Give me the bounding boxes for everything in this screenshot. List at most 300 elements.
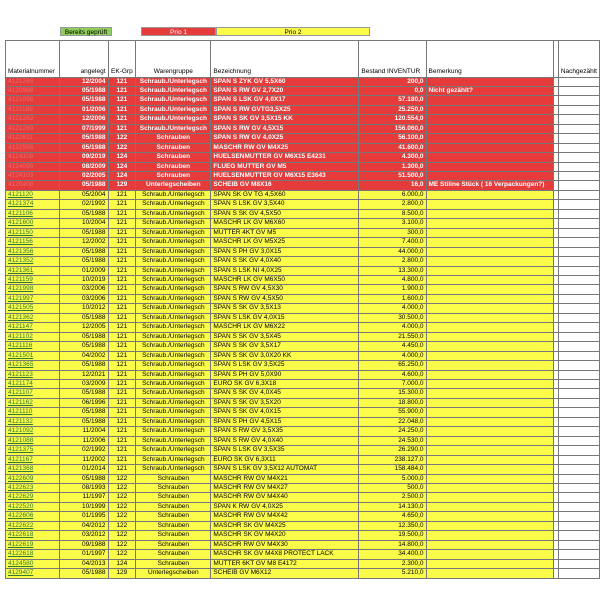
cell-materialnummer[interactable]: 4120988 [6, 86, 60, 95]
cell-ek-grp[interactable]: 122 [108, 521, 136, 530]
cell-bemerkung[interactable] [426, 313, 553, 322]
cell-materialnummer[interactable]: 4121375 [6, 446, 60, 455]
cell-bestand[interactable]: 4.300,0 [359, 153, 426, 162]
cell-angelegt[interactable]: 02/1992 [60, 200, 108, 209]
cell-bemerkung[interactable] [426, 493, 553, 502]
cell-bestand[interactable]: 2.800,0 [359, 200, 426, 209]
cell-bestand[interactable]: 4.800,0 [359, 276, 426, 285]
cell-bemerkung[interactable] [426, 323, 553, 332]
cell-angelegt[interactable]: 05/1988 [60, 313, 108, 322]
cell-angelegt[interactable]: 05/1988 [60, 361, 108, 370]
cell-bezeichnung[interactable]: SPAN S LSK GV 3,5X25 [211, 361, 359, 370]
cell-ek-grp[interactable]: 122 [108, 512, 136, 521]
cell-warengruppe[interactable]: Schraub./Unterlegsch [136, 408, 211, 417]
cell-bemerkung[interactable] [426, 304, 553, 313]
cell-materialnummer[interactable]: 4124108 [6, 153, 60, 162]
cell-bezeichnung[interactable]: MASCHR SK GV M4X20 [211, 531, 359, 540]
cell-warengruppe[interactable]: Schraub./Unterlegsch [136, 455, 211, 464]
cell-warengruppe[interactable]: Schraub./Unterlegsch [136, 380, 211, 389]
cell-materialnummer[interactable]: 4121361 [6, 266, 60, 275]
cell-ek-grp[interactable]: 121 [108, 417, 136, 426]
cell-materialnummer[interactable]: 4122623 [6, 483, 60, 492]
cell-bemerkung[interactable] [426, 398, 553, 407]
cell-nachgezaehlt[interactable] [558, 436, 599, 445]
cell-angelegt[interactable]: 09/2019 [60, 153, 108, 162]
cell-bestand[interactable]: 15.300,0 [359, 389, 426, 398]
cell-bezeichnung[interactable]: SPAN S SK GV 3,5X13 [211, 304, 359, 313]
cell-bemerkung[interactable]: Nicht gezählt? [426, 86, 553, 95]
col-header-ek-grp[interactable]: EK-Grp [108, 67, 136, 78]
cell-ek-grp[interactable]: 121 [108, 285, 136, 294]
cell-angelegt[interactable]: 03/2009 [60, 380, 108, 389]
cell-bemerkung[interactable] [426, 294, 553, 303]
cell-angelegt[interactable]: 04/2013 [60, 559, 108, 568]
cell-materialnummer[interactable]: 4121120 [6, 190, 60, 199]
cell-bezeichnung[interactable]: SCHEIB GV M6X12 [211, 569, 359, 578]
cell-angelegt[interactable]: 10/2019 [60, 276, 108, 285]
cell-bezeichnung[interactable]: MASCHR LK GV M6X22 [211, 323, 359, 332]
cell-nachgezaehlt[interactable] [558, 257, 599, 266]
cell-ek-grp[interactable]: 121 [108, 266, 136, 275]
cell-bemerkung[interactable] [426, 172, 553, 181]
cell-bestand[interactable]: 65.250,0 [359, 361, 426, 370]
cell-bezeichnung[interactable]: EURO SK GV 6,3X18 [211, 380, 359, 389]
cell-materialnummer[interactable]: 4122598 [6, 143, 60, 152]
cell-nachgezaehlt[interactable] [558, 115, 599, 124]
cell-bestand[interactable]: 1.600,0 [359, 294, 426, 303]
cell-warengruppe[interactable]: Schraub./Unterlegsch [136, 417, 211, 426]
cell-ek-grp[interactable]: 121 [108, 323, 136, 332]
cell-bestand[interactable]: 8.500,0 [359, 209, 426, 218]
cell-angelegt[interactable]: 05/1988 [60, 134, 108, 143]
col-header-bezeichnung[interactable]: Bezeichnung [211, 67, 359, 78]
cell-nachgezaehlt[interactable] [558, 294, 599, 303]
cell-bezeichnung[interactable]: SPAN S SK GV 3,0X20 KK [211, 351, 359, 360]
cell-bemerkung[interactable] [426, 238, 553, 247]
cell-bemerkung[interactable] [426, 351, 553, 360]
cell-ek-grp[interactable]: 121 [108, 96, 136, 105]
cell-bezeichnung[interactable]: SPAN S RW GV 4,5X15 [211, 124, 359, 133]
cell-angelegt[interactable]: 12/2004 [60, 77, 108, 86]
cell-nachgezaehlt[interactable] [558, 380, 599, 389]
cell-bezeichnung[interactable]: SPAN S LSK GV 4,0X17 [211, 96, 359, 105]
cell-bestand[interactable]: 25.250,0 [359, 105, 426, 114]
cell-warengruppe[interactable]: Schraub./Unterlegsch [136, 332, 211, 341]
cell-warengruppe[interactable]: Schraub./Unterlegsch [136, 342, 211, 351]
cell-bemerkung[interactable] [426, 219, 553, 228]
cell-ek-grp[interactable]: 122 [108, 502, 136, 511]
cell-materialnummer[interactable]: 4122606 [6, 512, 60, 521]
cell-bezeichnung[interactable]: SPAN S PH GV 3,0X15 [211, 247, 359, 256]
cell-ek-grp[interactable]: 129 [108, 569, 136, 578]
cell-angelegt[interactable]: 05/1988 [60, 209, 108, 218]
cell-bestand[interactable]: 2.500,0 [359, 493, 426, 502]
cell-bestand[interactable]: 300,0 [359, 228, 426, 237]
cell-bemerkung[interactable] [426, 436, 553, 445]
cell-materialnummer[interactable]: 4121106 [6, 209, 60, 218]
cell-materialnummer[interactable]: 4122520 [6, 502, 60, 511]
col-header-angelegt[interactable]: angelegt [60, 67, 108, 78]
cell-bestand[interactable]: 120.554,0 [359, 115, 426, 124]
cell-warengruppe[interactable]: Schrauben [136, 162, 211, 171]
cell-angelegt[interactable]: 05/1988 [60, 417, 108, 426]
cell-bezeichnung[interactable]: SPAN S SK GV 4,0X15 [211, 408, 359, 417]
cell-materialnummer[interactable]: 4121162 [6, 398, 60, 407]
cell-bestand[interactable]: 24.250,0 [359, 427, 426, 436]
cell-bestand[interactable]: 1.300,0 [359, 162, 426, 171]
cell-angelegt[interactable]: 12/2006 [60, 115, 108, 124]
cell-nachgezaehlt[interactable] [558, 172, 599, 181]
cell-warengruppe[interactable]: Schrauben [136, 172, 211, 181]
cell-bezeichnung[interactable]: MUTTER 4KT GV M5 [211, 228, 359, 237]
cell-bestand[interactable]: 7.400,0 [359, 238, 426, 247]
cell-bezeichnung[interactable]: SPAN S RW GV 4,5X50 [211, 294, 359, 303]
cell-materialnummer[interactable]: 4121098 [6, 96, 60, 105]
cell-bezeichnung[interactable]: SPAN S SK GV 3,5X20 [211, 398, 359, 407]
cell-warengruppe[interactable]: Schraub./Unterlegsch [136, 209, 211, 218]
cell-ek-grp[interactable]: 124 [108, 153, 136, 162]
cell-bezeichnung[interactable]: SPAN K RW GV 4,0X25 [211, 502, 359, 511]
cell-nachgezaehlt[interactable] [558, 455, 599, 464]
cell-bemerkung[interactable] [426, 465, 553, 474]
cell-nachgezaehlt[interactable] [558, 361, 599, 370]
cell-materialnummer[interactable]: 4121289 [6, 124, 60, 133]
cell-bestand[interactable]: 4.000,0 [359, 323, 426, 332]
cell-ek-grp[interactable]: 121 [108, 436, 136, 445]
cell-ek-grp[interactable]: 121 [108, 408, 136, 417]
cell-nachgezaehlt[interactable] [558, 389, 599, 398]
cell-bemerkung[interactable] [426, 228, 553, 237]
cell-bezeichnung[interactable]: SPAN S SK GV 3,5X15 KK [211, 115, 359, 124]
cell-materialnummer[interactable]: 4121116 [6, 342, 60, 351]
cell-ek-grp[interactable]: 121 [108, 190, 136, 199]
cell-warengruppe[interactable]: Schraub./Unterlegsch [136, 228, 211, 237]
cell-ek-grp[interactable]: 121 [108, 342, 136, 351]
cell-materialnummer[interactable]: 4121132 [6, 417, 60, 426]
cell-bemerkung[interactable] [426, 531, 553, 540]
cell-nachgezaehlt[interactable] [558, 209, 599, 218]
cell-bezeichnung[interactable]: SPAN S ZYK GV 5,5X60 [211, 77, 359, 86]
cell-angelegt[interactable]: 05/1988 [60, 143, 108, 152]
cell-nachgezaehlt[interactable] [558, 190, 599, 199]
cell-nachgezaehlt[interactable] [558, 569, 599, 578]
cell-angelegt[interactable]: 01/1995 [60, 512, 108, 521]
cell-angelegt[interactable]: 03/2012 [60, 531, 108, 540]
cell-bestand[interactable]: 1.900,0 [359, 285, 426, 294]
cell-bemerkung[interactable] [426, 550, 553, 559]
cell-nachgezaehlt[interactable] [558, 521, 599, 530]
cell-ek-grp[interactable]: 121 [108, 398, 136, 407]
cell-bezeichnung[interactable]: MASCHR RW GV M4X25 [211, 143, 359, 152]
cell-ek-grp[interactable]: 121 [108, 219, 136, 228]
cell-warengruppe[interactable]: Schraub./Unterlegsch [136, 105, 211, 114]
cell-ek-grp[interactable]: 121 [108, 313, 136, 322]
cell-ek-grp[interactable]: 121 [108, 209, 136, 218]
cell-bezeichnung[interactable]: SPAN S RW GV 4,5X30 [211, 285, 359, 294]
cell-nachgezaehlt[interactable] [558, 540, 599, 549]
cell-ek-grp[interactable]: 122 [108, 143, 136, 152]
cell-materialnummer[interactable]: 4124099 [6, 162, 60, 171]
cell-ek-grp[interactable]: 129 [108, 181, 136, 190]
cell-angelegt[interactable]: 11/1997 [60, 493, 108, 502]
cell-angelegt[interactable]: 05/1988 [60, 96, 108, 105]
cell-bemerkung[interactable] [426, 483, 553, 492]
cell-ek-grp[interactable]: 121 [108, 370, 136, 379]
cell-bezeichnung[interactable]: SPAN S RW GV 4,0X40 [211, 436, 359, 445]
cell-bezeichnung[interactable]: FLUEG MUTTER GV M5 [211, 162, 359, 171]
cell-bestand[interactable]: 4.600,0 [359, 370, 426, 379]
cell-bezeichnung[interactable]: MASCHR RW GV M4X42 [211, 512, 359, 521]
cell-bemerkung[interactable] [426, 332, 553, 341]
cell-bezeichnung[interactable]: MASCHR RW GV M4X40 [211, 493, 359, 502]
cell-bezeichnung[interactable]: SPAN S SK GV 4,0X40 [211, 257, 359, 266]
cell-warengruppe[interactable]: Schraub./Unterlegsch [136, 77, 211, 86]
cell-materialnummer[interactable]: 4121268 [6, 77, 60, 86]
cell-warengruppe[interactable]: Schrauben [136, 474, 211, 483]
cell-bestand[interactable]: 158.484,0 [359, 465, 426, 474]
cell-warengruppe[interactable]: Schrauben [136, 540, 211, 549]
cell-warengruppe[interactable]: Schraub./Unterlegsch [136, 266, 211, 275]
cell-nachgezaehlt[interactable] [558, 285, 599, 294]
cell-warengruppe[interactable]: Schraub./Unterlegsch [136, 257, 211, 266]
cell-materialnummer[interactable]: 4121188 [6, 105, 60, 114]
cell-warengruppe[interactable]: Schraub./Unterlegsch [136, 304, 211, 313]
cell-ek-grp[interactable]: 121 [108, 351, 136, 360]
cell-materialnummer[interactable]: 4122629 [6, 493, 60, 502]
cell-warengruppe[interactable]: Schraub./Unterlegsch [136, 190, 211, 199]
cell-ek-grp[interactable]: 121 [108, 294, 136, 303]
cell-angelegt[interactable]: 05/1988 [60, 342, 108, 351]
cell-bemerkung[interactable] [426, 408, 553, 417]
cell-ek-grp[interactable]: 124 [108, 559, 136, 568]
cell-angelegt[interactable]: 11/2002 [60, 455, 108, 464]
cell-bestand[interactable]: 12.350,0 [359, 521, 426, 530]
cell-ek-grp[interactable]: 124 [108, 162, 136, 171]
col-header-bemerkung[interactable]: Bemerkung [426, 67, 553, 78]
cell-warengruppe[interactable]: Schraub./Unterlegsch [136, 285, 211, 294]
cell-nachgezaehlt[interactable] [558, 143, 599, 152]
cell-ek-grp[interactable]: 121 [108, 105, 136, 114]
col-header-warengruppe[interactable]: Warengruppe [136, 67, 211, 78]
cell-ek-grp[interactable]: 121 [108, 86, 136, 95]
cell-bestand[interactable]: 5.210,0 [359, 569, 426, 578]
cell-ek-grp[interactable]: 121 [108, 304, 136, 313]
cell-nachgezaehlt[interactable] [558, 228, 599, 237]
cell-materialnummer[interactable]: 4122619 [6, 540, 60, 549]
cell-bestand[interactable]: 4.450,0 [359, 342, 426, 351]
cell-ek-grp[interactable]: 122 [108, 531, 136, 540]
cell-nachgezaehlt[interactable] [558, 332, 599, 341]
cell-materialnummer[interactable]: 4121107 [6, 389, 60, 398]
cell-bemerkung[interactable] [426, 162, 553, 171]
cell-angelegt[interactable]: 10/2004 [60, 219, 108, 228]
cell-materialnummer[interactable]: 4121501 [6, 351, 60, 360]
cell-bemerkung[interactable] [426, 512, 553, 521]
cell-bezeichnung[interactable]: MASCHR LK GV M5X25 [211, 238, 359, 247]
cell-warengruppe[interactable]: Schraub./Unterlegsch [136, 436, 211, 445]
cell-materialnummer[interactable]: 4121365 [6, 361, 60, 370]
cell-bemerkung[interactable] [426, 427, 553, 436]
cell-ek-grp[interactable]: 121 [108, 446, 136, 455]
cell-bestand[interactable]: 200,0 [359, 77, 426, 86]
cell-warengruppe[interactable]: Schrauben [136, 502, 211, 511]
cell-bemerkung[interactable] [426, 200, 553, 209]
cell-bestand[interactable]: 6.000,0 [359, 190, 426, 199]
cell-materialnummer[interactable]: 4122618 [6, 531, 60, 540]
cell-bemerkung[interactable] [426, 266, 553, 275]
cell-warengruppe[interactable]: Schraub./Unterlegsch [136, 389, 211, 398]
cell-bemerkung[interactable] [426, 540, 553, 549]
cell-bestand[interactable]: 18.800,0 [359, 398, 426, 407]
cell-warengruppe[interactable]: Schrauben [136, 521, 211, 530]
cell-nachgezaehlt[interactable] [558, 162, 599, 171]
cell-ek-grp[interactable]: 121 [108, 228, 136, 237]
cell-ek-grp[interactable]: 121 [108, 247, 136, 256]
cell-bezeichnung[interactable]: SPAN S PH GV 4,5X15 [211, 417, 359, 426]
cell-bestand[interactable]: 2.300,0 [359, 559, 426, 568]
cell-warengruppe[interactable]: Schraub./Unterlegsch [136, 323, 211, 332]
cell-materialnummer[interactable]: 4129408 [6, 181, 60, 190]
cell-bemerkung[interactable] [426, 569, 553, 578]
cell-nachgezaehlt[interactable] [558, 483, 599, 492]
cell-bestand[interactable]: 26.290,0 [359, 446, 426, 455]
cell-bestand[interactable]: 7.000,0 [359, 380, 426, 389]
cell-bestand[interactable]: 3.100,0 [359, 219, 426, 228]
cell-materialnummer[interactable]: 4121368 [6, 465, 60, 474]
cell-bezeichnung[interactable]: MASCHR SK GV M4X8 PROTECT LACK [211, 550, 359, 559]
cell-bestand[interactable]: 4.000,0 [359, 304, 426, 313]
cell-ek-grp[interactable]: 121 [108, 361, 136, 370]
cell-bemerkung[interactable] [426, 559, 553, 568]
cell-angelegt[interactable]: 10/2012 [60, 304, 108, 313]
cell-angelegt[interactable]: 03/2006 [60, 285, 108, 294]
cell-warengruppe[interactable]: Schrauben [136, 559, 211, 568]
cell-ek-grp[interactable]: 122 [108, 493, 136, 502]
cell-bezeichnung[interactable]: SPAN S SK GV 3,5X17 [211, 342, 359, 351]
cell-angelegt[interactable]: 07/1999 [60, 124, 108, 133]
cell-bemerkung[interactable] [426, 342, 553, 351]
cell-angelegt[interactable]: 05/1988 [60, 257, 108, 266]
cell-bemerkung[interactable] [426, 96, 553, 105]
cell-warengruppe[interactable]: Schraub./Unterlegsch [136, 446, 211, 455]
cell-bemerkung[interactable] [426, 380, 553, 389]
cell-bemerkung[interactable] [426, 190, 553, 199]
cell-nachgezaehlt[interactable] [558, 370, 599, 379]
cell-bezeichnung[interactable]: SCHEIB GV M8X16 [211, 181, 359, 190]
cell-angelegt[interactable]: 03/2006 [60, 294, 108, 303]
cell-warengruppe[interactable]: Schraub./Unterlegsch [136, 370, 211, 379]
cell-warengruppe[interactable]: Schraub./Unterlegsch [136, 351, 211, 360]
cell-materialnummer[interactable]: 4124103 [6, 172, 60, 181]
cell-angelegt[interactable]: 04/2002 [60, 351, 108, 360]
cell-nachgezaehlt[interactable] [558, 531, 599, 540]
cell-bemerkung[interactable] [426, 417, 553, 426]
cell-bestand[interactable]: 16,0 [359, 181, 426, 190]
cell-materialnummer[interactable]: 4121997 [6, 294, 60, 303]
cell-warengruppe[interactable]: Schrauben [136, 134, 211, 143]
cell-bestand[interactable]: 156.060,0 [359, 124, 426, 133]
cell-materialnummer[interactable]: 4124580 [6, 559, 60, 568]
cell-materialnummer[interactable]: 4121362 [6, 313, 60, 322]
col-header-bestand[interactable]: Bestand INVENTUR [359, 67, 426, 78]
cell-bemerkung[interactable]: ME Stiline Stück ( 16 Verpackungen?) [426, 181, 553, 190]
cell-bemerkung[interactable] [426, 77, 553, 86]
cell-bestand[interactable]: 14.130,0 [359, 502, 426, 511]
cell-bestand[interactable]: 51.500,0 [359, 172, 426, 181]
cell-bestand[interactable]: 2.800,0 [359, 257, 426, 266]
cell-materialnummer[interactable]: 4121262 [6, 115, 60, 124]
cell-angelegt[interactable]: 05/1988 [60, 332, 108, 341]
cell-materialnummer[interactable]: 4121110 [6, 408, 60, 417]
cell-warengruppe[interactable]: Schraub./Unterlegsch [136, 124, 211, 133]
cell-warengruppe[interactable]: Schraub./Unterlegsch [136, 247, 211, 256]
cell-materialnummer[interactable]: 4121123 [6, 370, 60, 379]
cell-bemerkung[interactable] [426, 276, 553, 285]
cell-nachgezaehlt[interactable] [558, 134, 599, 143]
cell-nachgezaehlt[interactable] [558, 219, 599, 228]
col-header-nachgezaehlt[interactable]: Nachgezählt [558, 67, 599, 78]
cell-nachgezaehlt[interactable] [558, 304, 599, 313]
cell-warengruppe[interactable]: Schrauben [136, 483, 211, 492]
cell-materialnummer[interactable]: 4121147 [6, 323, 60, 332]
cell-bezeichnung[interactable]: MASCHR RW GV M4X30 [211, 540, 359, 549]
cell-angelegt[interactable]: 05/1988 [60, 181, 108, 190]
cell-materialnummer[interactable]: 4121352 [6, 257, 60, 266]
cell-materialnummer[interactable]: 4121356 [6, 247, 60, 256]
cell-nachgezaehlt[interactable] [558, 181, 599, 190]
cell-bezeichnung[interactable]: SPAN S LSK GV 3,5X35 [211, 446, 359, 455]
cell-materialnummer[interactable]: 4121374 [6, 200, 60, 209]
cell-nachgezaehlt[interactable] [558, 200, 599, 209]
cell-bemerkung[interactable] [426, 446, 553, 455]
cell-warengruppe[interactable]: Schraub./Unterlegsch [136, 294, 211, 303]
cell-bestand[interactable]: 30.500,0 [359, 313, 426, 322]
cell-bestand[interactable]: 13.300,0 [359, 266, 426, 275]
cell-angelegt[interactable]: 05/1988 [60, 86, 108, 95]
cell-ek-grp[interactable]: 121 [108, 77, 136, 86]
cell-bemerkung[interactable] [426, 115, 553, 124]
cell-bezeichnung[interactable]: SPAN S LSK GV 3,5X12 AUTOMAT [211, 465, 359, 474]
cell-bestand[interactable]: 4.650,0 [359, 512, 426, 521]
cell-angelegt[interactable]: 12/2021 [60, 370, 108, 379]
cell-nachgezaehlt[interactable] [558, 323, 599, 332]
cell-nachgezaehlt[interactable] [558, 417, 599, 426]
cell-bezeichnung[interactable]: MASCHR LK GV M6X50 [211, 276, 359, 285]
cell-angelegt[interactable]: 05/1988 [60, 408, 108, 417]
cell-warengruppe[interactable]: Schraub./Unterlegsch [136, 313, 211, 322]
cell-bemerkung[interactable] [426, 389, 553, 398]
cell-nachgezaehlt[interactable] [558, 398, 599, 407]
cell-warengruppe[interactable]: Schraub./Unterlegsch [136, 96, 211, 105]
cell-ek-grp[interactable]: 121 [108, 389, 136, 398]
cell-bestand[interactable]: 14.800,0 [359, 540, 426, 549]
cell-nachgezaehlt[interactable] [558, 105, 599, 114]
cell-bezeichnung[interactable]: SPAN S RW GVTG3,5X25 [211, 105, 359, 114]
cell-nachgezaehlt[interactable] [558, 313, 599, 322]
cell-ek-grp[interactable]: 122 [108, 550, 136, 559]
cell-ek-grp[interactable]: 121 [108, 124, 136, 133]
cell-bezeichnung[interactable]: SPAN S PH GV 5,0X90 [211, 370, 359, 379]
cell-warengruppe[interactable]: Schrauben [136, 512, 211, 521]
cell-bestand[interactable]: 55.900,0 [359, 408, 426, 417]
cell-ek-grp[interactable]: 121 [108, 465, 136, 474]
cell-angelegt[interactable]: 05/1988 [60, 389, 108, 398]
cell-nachgezaehlt[interactable] [558, 351, 599, 360]
cell-bemerkung[interactable] [426, 285, 553, 294]
cell-materialnummer[interactable]: 4121088 [6, 436, 60, 445]
cell-bestand[interactable]: 21.550,0 [359, 332, 426, 341]
cell-bezeichnung[interactable]: SPAN S RW GV 2,7X20 [211, 86, 359, 95]
